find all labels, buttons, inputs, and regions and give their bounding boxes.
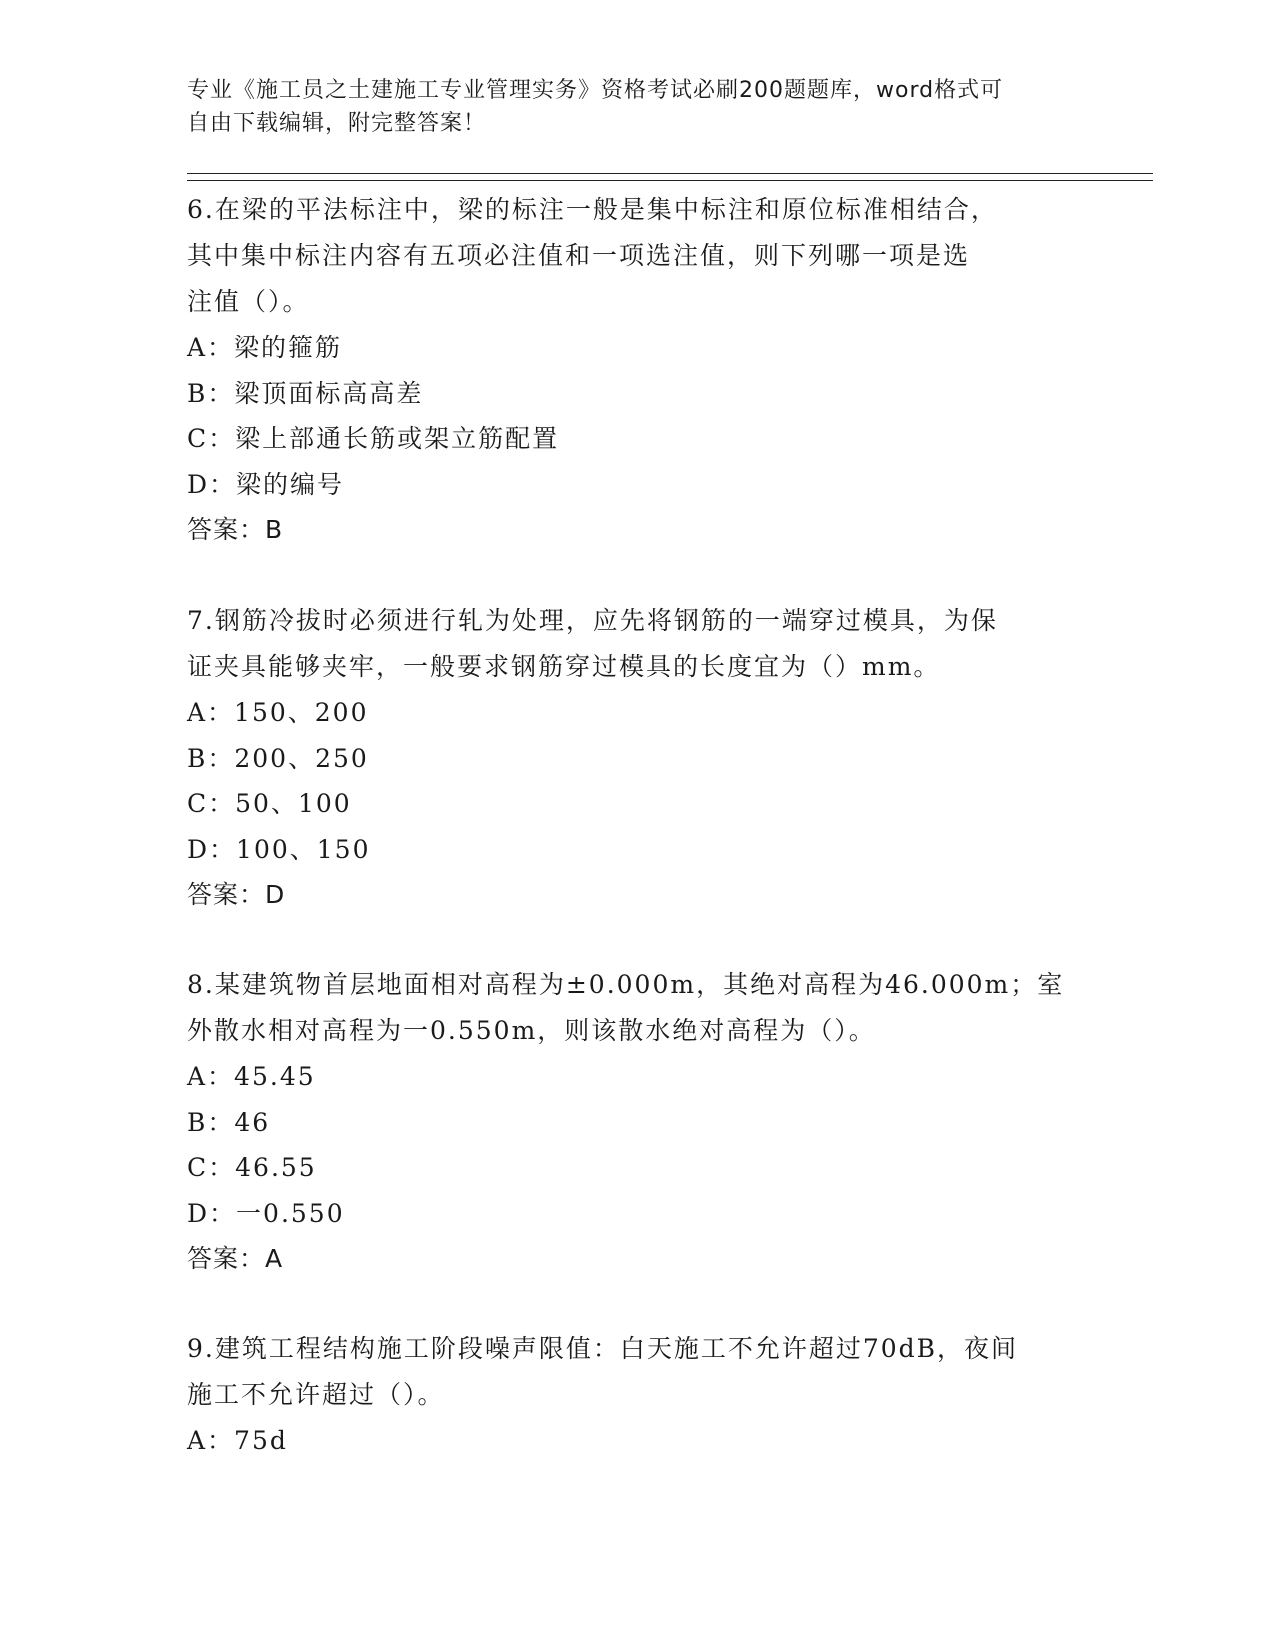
answer-key: 答案：D — [187, 880, 286, 909]
option-a: A：梁的箍筋 — [187, 333, 343, 362]
option-d: D：100、150 — [187, 834, 371, 864]
question-stem — [187, 1326, 1087, 1418]
header-divider-bottom — [187, 180, 1153, 181]
question-stem — [187, 187, 1087, 325]
stem-line: 施工不允许超过（）。 — [187, 1380, 445, 1409]
question-8 — [187, 962, 1087, 1282]
stem-line: 外散水相对高程为一0.550m，则该散水绝对高程为（）。 — [187, 1016, 876, 1045]
option-d: D：梁的编号 — [187, 469, 345, 499]
document-header — [187, 74, 1087, 140]
answer-key: 答案：B — [187, 515, 284, 544]
option-b: B：200、250 — [187, 743, 369, 773]
question-stem — [187, 598, 1087, 690]
option-c: C：梁上部通长筋或架立筋配置 — [187, 424, 560, 453]
question-stem — [187, 962, 1087, 1054]
stem-line: 注值（）。 — [187, 287, 310, 316]
stem-line: 8.某建筑物首层地面相对高程为±0.000m，其绝对高程为46.000m；室 — [187, 970, 1065, 999]
option-b: B：46 — [187, 1107, 271, 1137]
option-b: B：梁顶面标高高差 — [187, 378, 424, 408]
stem-line: 证夹具能够夹牢，一般要求钢筋穿过模具的长度宜为（）mm。 — [187, 652, 941, 681]
stem-line: 7.钢筋冷拔时必须进行轧为处理，应先将钢筋的一端穿过模具，为保 — [187, 606, 998, 635]
option-a: A：150、200 — [187, 698, 369, 727]
answer-key: 答案：A — [187, 1244, 284, 1273]
option-c: C：46.55 — [187, 1153, 317, 1182]
header-line-1: 专业《施工员之土建施工专业管理实务》资格考试必刷200题题库，word格式可 — [187, 78, 1004, 103]
option-a: A：75d — [187, 1426, 288, 1455]
option-c: C：50、100 — [187, 789, 352, 818]
question-7 — [187, 598, 1087, 918]
question-9 — [187, 1326, 1087, 1464]
option-d: D：一0.550 — [187, 1198, 345, 1228]
option-a: A：45.45 — [187, 1062, 316, 1091]
stem-line: 9.建筑工程结构施工阶段噪声限值：白天施工不允许超过70dB，夜间 — [187, 1334, 1019, 1363]
header-divider-top — [187, 173, 1153, 174]
stem-line: 其中集中标注内容有五项必注值和一项选注值，则下列哪一项是选 — [187, 241, 971, 270]
header-line-2: 自由下载编辑，附完整答案！ — [187, 111, 487, 136]
question-6 — [187, 187, 1087, 553]
stem-line: 6.在梁的平法标注中，梁的标注一般是集中标注和原位标准相结合， — [187, 195, 998, 224]
